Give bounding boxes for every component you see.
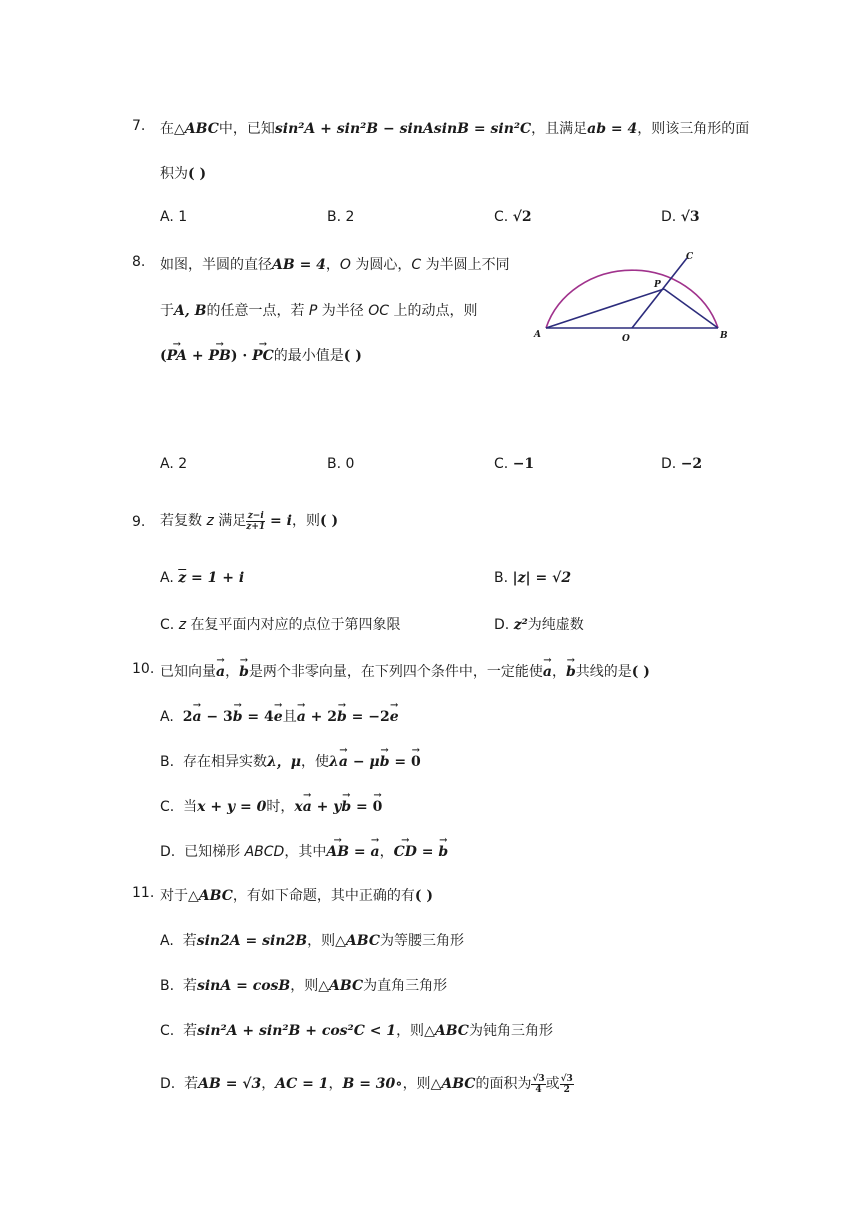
- point-label-o: O: [622, 334, 630, 344]
- option-c[interactable]: C. −1: [494, 456, 535, 472]
- point-label-a: A: [534, 330, 541, 340]
- segment-pb: [664, 289, 718, 328]
- semicircle-figure: [528, 243, 738, 348]
- answer-blank: ( ): [188, 166, 207, 182]
- point-label-c: C: [686, 252, 694, 262]
- option-a[interactable]: A. 1: [160, 209, 188, 225]
- question-number: 8.: [132, 254, 146, 270]
- question-number: 10.: [132, 661, 155, 677]
- question-number: 9.: [132, 514, 146, 530]
- answer-blank: ( ): [414, 888, 434, 904]
- answer-blank: ( ): [631, 664, 650, 680]
- option-d[interactable]: D. −2: [661, 456, 703, 472]
- option-c[interactable]: C. 若sin²A + sin²B + cos²C < 1，则△ABC为钝角三角形: [160, 1023, 553, 1039]
- question-stem: 对于△ABC，有如下命题，其中正确的有( ): [160, 888, 434, 904]
- answer-blank: ( ): [343, 348, 362, 364]
- segment-oc: [632, 258, 687, 328]
- question-stem-line2: 积为( ): [160, 166, 207, 182]
- option-d[interactable]: D. 已知梯形 ABCD，其中→ AB = → a，→ CD = → b: [160, 841, 448, 861]
- option-a[interactable]: A. 2→ a − 3→ b = 4→ e且→ a + 2→ b = −2→ e: [160, 706, 399, 726]
- question-number: 7.: [132, 118, 146, 134]
- option-a[interactable]: A. 若sin2A = sin2B，则△ABC为等腰三角形: [160, 933, 464, 949]
- option-d[interactable]: D. z²为纯虚数: [494, 617, 584, 633]
- option-b[interactable]: B. 若sinA = cosB，则△ABC为直角三角形: [160, 978, 448, 994]
- answer-blank: ( ): [319, 513, 339, 529]
- fraction: $\frac{√3}{2}$: [560, 1073, 573, 1095]
- math-condition: ab = 4: [587, 121, 638, 137]
- question-stem-line3: (→ PA + → PB) · → PC的最小值是( ): [160, 345, 362, 365]
- question-stem: 已知向量→ a，→ b是两个非零向量，在下列四个条件中，一定能使→ a，→ b共线的是( ): [160, 661, 650, 681]
- point-label-b: B: [720, 331, 728, 341]
- option-b[interactable]: B. 2: [327, 209, 355, 225]
- question-stem: 若复数 z 满足 $\frac{z-i}{z+1}$ = i，则( ): [160, 510, 339, 532]
- option-d[interactable]: D. 若AB = √3，AC = 1，B = 30∘，则△ABC的面积为 $\frac{√3}{4}$ 或 $\frac{√3}{2}$: [160, 1073, 573, 1095]
- question-stem: 如图，半圆的直径AB = 4，O 为圆心，C 为半圆上不同: [160, 257, 510, 273]
- question-number: 11.: [132, 885, 155, 901]
- option-c[interactable]: C. √2: [494, 209, 532, 225]
- option-c[interactable]: C. 当x + y = 0时，x→ a + y→ b = → 0: [160, 796, 382, 816]
- option-b[interactable]: B. 0: [327, 456, 355, 472]
- fraction: $\frac{√3}{4}$: [532, 1073, 545, 1095]
- fraction: $\frac{z-i}{z+1}$: [246, 510, 266, 532]
- option-b[interactable]: B. |z| = √2: [494, 570, 572, 586]
- option-d[interactable]: D. √3: [661, 209, 700, 225]
- segment-ap: [546, 289, 664, 328]
- option-a[interactable]: A. 2: [160, 456, 188, 472]
- option-b[interactable]: B. 存在相异实数λ，μ，使λ→ a − μ→ b = → 0: [160, 751, 421, 771]
- math-equation: sin²A + sin²B − sinAsinB = sin²C: [274, 121, 532, 137]
- point-label-p: P: [654, 280, 661, 290]
- option-a[interactable]: A. $\overline{z} = 1 + i$: [160, 570, 245, 586]
- option-c[interactable]: C. z 在复平面内对应的点位于第四象限: [160, 617, 401, 633]
- question-stem-line2: 于A, B的任意一点，若 P 为半径 OC 上的动点，则: [160, 303, 478, 319]
- question-stem: 在△ABC中，已知sin²A + sin²B − sinAsinB = sin²C，且满足ab = 4，则该三角形的面: [160, 121, 750, 137]
